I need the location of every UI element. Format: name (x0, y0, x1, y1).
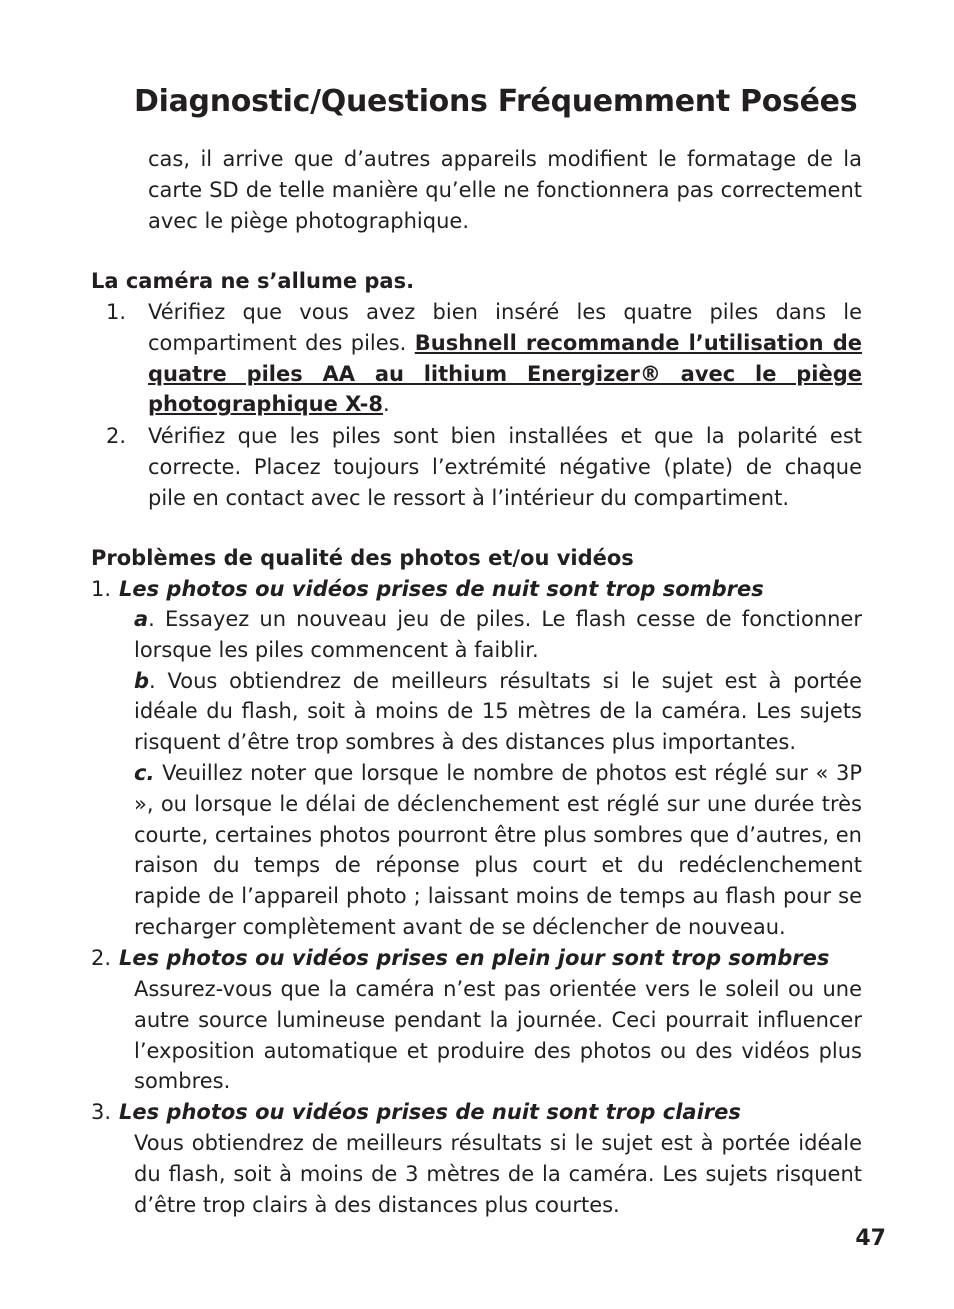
page-title: Diagnostic/Questions Fréquemment Posées (134, 84, 858, 119)
subsection-heading (91, 1097, 871, 1128)
item-label: c. (134, 760, 155, 785)
item-text: Veuillez noter que lorsque le nombre de photos est réglé sur « 3P », ou lorsque le délai de déclenchement est réglé sur une durée très courte, certaines photos pourront être plus sombres que d’autres, en raison du temps de réponse plus court et du redéclenchement rapide de l’appareil photo ; laissant moins de temps au flash pour se recharger complètement avant de se déclencher de nouveau. (134, 760, 862, 939)
list-item-text: . (382, 392, 390, 417)
subsection-heading (91, 943, 871, 974)
subsection-body: Vous obtiendrez de meilleurs résultats si le sujet est à portée idéale du flash, soit à moins de 3 mètres de la caméra. Les sujets risquent d’être trop clairs à des distances plus courtes. (134, 1131, 862, 1217)
subsection-body: Assurez-vous que la caméra n’est pas orientée vers le soleil ou une autre source lumineuse pendant la journée. Ceci pourrait influencer l’exposition automatique et produire des photos ou des vidéos plus sombres. (134, 977, 862, 1094)
item-separator: . (148, 607, 165, 631)
item-separator (154, 761, 162, 785)
subsection-heading (91, 574, 871, 605)
list-item-batteries (148, 297, 862, 420)
subsection-title: Les photos ou vidéos prises de nuit sont trop claires (119, 1100, 741, 1124)
subsection-title: Les photos ou vidéos prises en plein jour sont trop sombres (119, 946, 830, 970)
list-item (134, 758, 862, 943)
list-item-polarity: Vérifiez que les piles sont bien installées et que la polarité est correcte. Placez toujours l’extrémité négative (plate) de chaque pile en contact avec le ressort à l’intérieur du compartiment. (148, 424, 862, 510)
list-number: 1. (106, 300, 127, 324)
page-number: 47 (855, 1226, 886, 1251)
battery-recommendation: Bushnell recommande l’utilisation de quatre piles AA au lithium Energizer® avec le piège photographique X-8 (148, 330, 862, 417)
section-heading-quality: Problèmes de qualité des photos et/ou vidéos (91, 546, 634, 570)
item-text: Essayez un nouveau jeu de piles. Le flash cesse de fonctionner lorsque les piles commencent à faiblir. (134, 607, 862, 662)
list-item-text: Vérifiez que vous avez bien inséré les quatre piles dans le compartiment des piles. (148, 300, 862, 355)
subsection-body (134, 604, 862, 943)
list-number: 3. (91, 1100, 112, 1124)
list-item (134, 604, 862, 666)
item-label: b (134, 668, 150, 693)
item-text: Vous obtiendrez de meilleurs résultats si le sujet est à portée idéale du flash, soit à moins de 15 mètres de la caméra. Les sujets risquent d’être trop sombres à des distances plus importantes. (134, 668, 862, 755)
list-number: 1. (91, 577, 112, 601)
list-item (134, 666, 862, 758)
section-heading-power: La caméra ne s’allume pas. (91, 269, 415, 293)
intro-paragraph: cas, il arrive que d’autres appareils modifient le formatage de la carte SD de telle manière qu’elle ne fonctionnera pas correctement avec le piège photographique. (148, 147, 862, 233)
list-number: 2. (106, 424, 127, 448)
item-label: a (134, 607, 149, 631)
item-separator: . (149, 668, 168, 693)
list-number: 2. (91, 946, 112, 970)
subsection-title: Les photos ou vidéos prises de nuit sont trop sombres (119, 577, 764, 601)
